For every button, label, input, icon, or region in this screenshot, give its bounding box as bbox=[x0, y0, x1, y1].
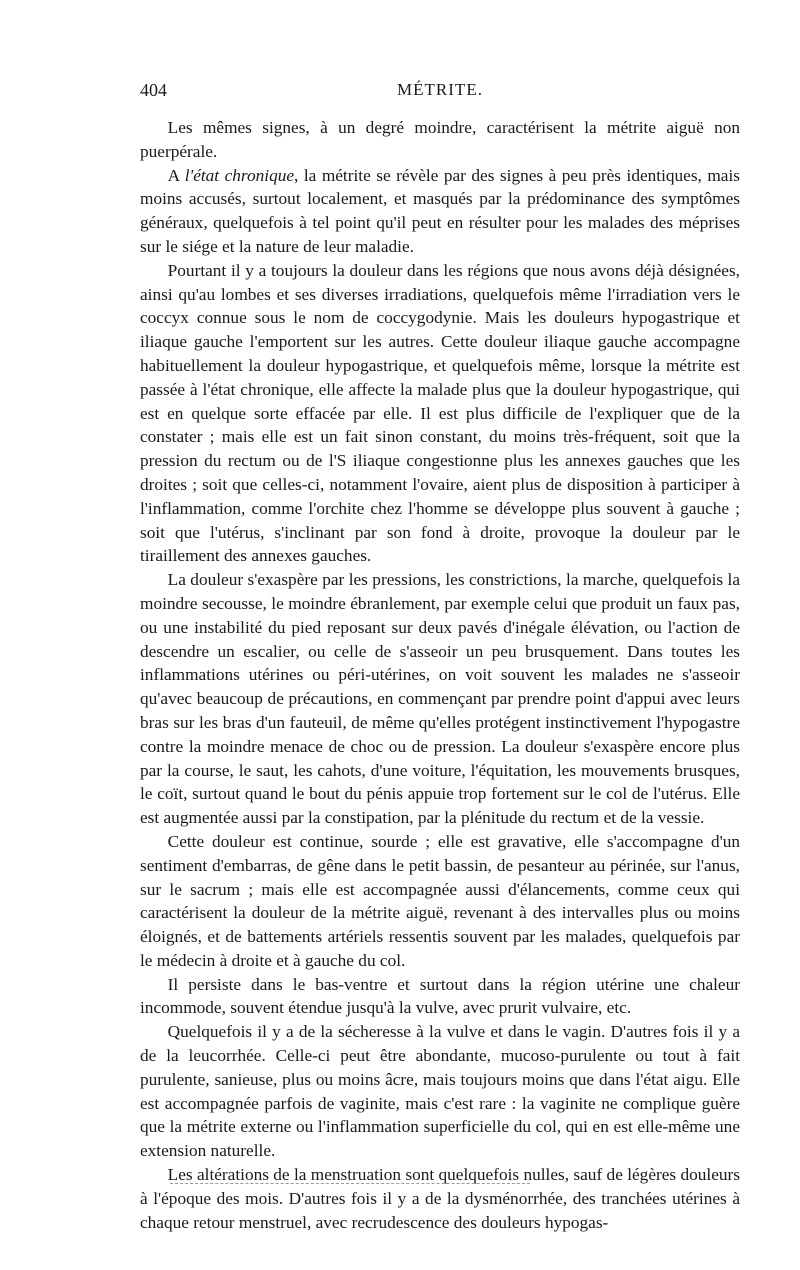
chronic-lead: A bbox=[167, 165, 185, 185]
page-number: 404 bbox=[140, 80, 167, 100]
page-header bbox=[140, 80, 740, 114]
chronic-italic-term: l'état chronique bbox=[184, 165, 295, 185]
chronic-rest: , la métrite se révèle par des signes à peu près identiques, mais moins accusés, surtout localement, et masqués par la prédominance des symptômes généraux, quelquefois à tel point qu'il peut en résulter pour les malades des méprises sur le siége et la nature de leur maladie. bbox=[140, 165, 740, 256]
paragraph-chronic-state bbox=[140, 164, 740, 259]
paragraph-menstruation: Les altérations de la menstruation sont quelquefois nulles, sauf de légères douleurs à l'époque des mois. D'autres fois il y a de la dysménorrhée, des tranchées utérines à chaque retour menstruel, avec recrudescence des douleurs hypogas- bbox=[140, 1165, 740, 1232]
paragraph-pain-character: Cette douleur est continue, sourde ; elle est gravative, elle s'accompagne d'un sentiment d'embarras, de gêne dans le petit bassin, de pesanteur au périnée, sur l'anus, sur le sacrum ; mais elle est accompagnée aussi d'élancements, comme ceux qui caractérisent la douleur de la métrite aiguë, revenant à des intervalles plus ou moins éloignés, et de battements artériels ressentis souvent par les malades, quelquefois par le médecin à droite et à gauche du col. bbox=[140, 831, 740, 970]
paragraph-pain-exacerbation: La douleur s'exaspère par les pressions, les constrictions, la marche, quelquefois la moindre secousse, le moindre ébranlement, par exemple celui que produit un faux pas, ou une instabilité du pied reposant sur deux pavés d'inégale élévation, ou l'action de descendre un escalier, ou celle de s'asseoir un peu brusquement. Dans toutes les inflammations utérines ou péri-utérines, on voit souvent les malades ne s'asseoir qu'avec beaucoup de précautions, en commençant par prendre point d'appui avec leurs bras sur les bras d'un fauteuil, de même qu'elles protégent instinctivement l'hypogastre contre la moindre menace de choc ou de pression. La douleur s'exaspère encore plus par la course, le saut, les cahots, d'une voiture, l'équitation, les mouvements brusques, le coït, surtout quand le bout du pénis appuie trop fortement sur le col de l'utérus. Elle est augmentée aussi par la constipation, par la plénitude du rectum et de la vessie. bbox=[140, 570, 740, 828]
bottom-rule bbox=[170, 1183, 530, 1184]
paragraph-acute-nonpuerperal: Les mêmes signes, à un degré moindre, caractérisent la métrite aiguë non puerpérale. bbox=[140, 118, 740, 161]
paragraph-leucorrhea: Quelquefois il y a de la sécheresse à la vulve et dans le vagin. D'autres fois il y a de la leucorrhée. Celle-ci peut être abondante, mucoso-purulente ou tout à fait purulente, sanieuse, plus ou moins âcre, mais toujours moins que dans l'état aigu. Elle est accompagnée parfois de vaginite, mais c'est rare : la vaginite ne complique guère que la métrite externe ou l'inflammation superficielle du col, qui en est elle-même une extension naturelle. bbox=[140, 1022, 740, 1161]
running-title: MÉTRITE. bbox=[397, 80, 483, 99]
body-text bbox=[140, 116, 740, 1234]
paragraph-heat: Il persiste dans le bas-ventre et surtout dans la région utérine une chaleur incommode, souvent étendue jusqu'à la vulve, avec prurit vulvaire, etc. bbox=[140, 974, 740, 1018]
paragraph-pain-regions: Pourtant il y a toujours la douleur dans les régions que nous avons déjà désignées, ainsi qu'au lombes et ses diverses irradiations, quelquefois même l'irradiation vers le coccyx connue sous le nom de coccygodynie. Mais les douleurs hypogastrique et iliaque gauche l'emportent sur les autres. Cette douleur iliaque gauche accompagne habituellement la douleur hypogastrique, et quelquefois même, lorsque la métrite est passée à l'état chronique, elle affecte la malade plus que la douleur hypogastrique, qui est en quelque sorte effacée par elle. Il est plus difficile de l'expliquer que de la constater ; mais elle est un fait sinon constant, du moins très-fréquent, soit que la pression du rectum ou de l'S iliaque congestionne plus les annexes gauches que les droites ; soit que celles-ci, notamment l'ovaire, aient plus de disposition à participer à l'inflammation, comme l'orchite chez l'homme se développe plus souvent à gauche ; soit que l'utérus, s'inclinant par son fond à droite, provoque la douleur par le tiraillement des annexes gauches. bbox=[140, 260, 740, 566]
